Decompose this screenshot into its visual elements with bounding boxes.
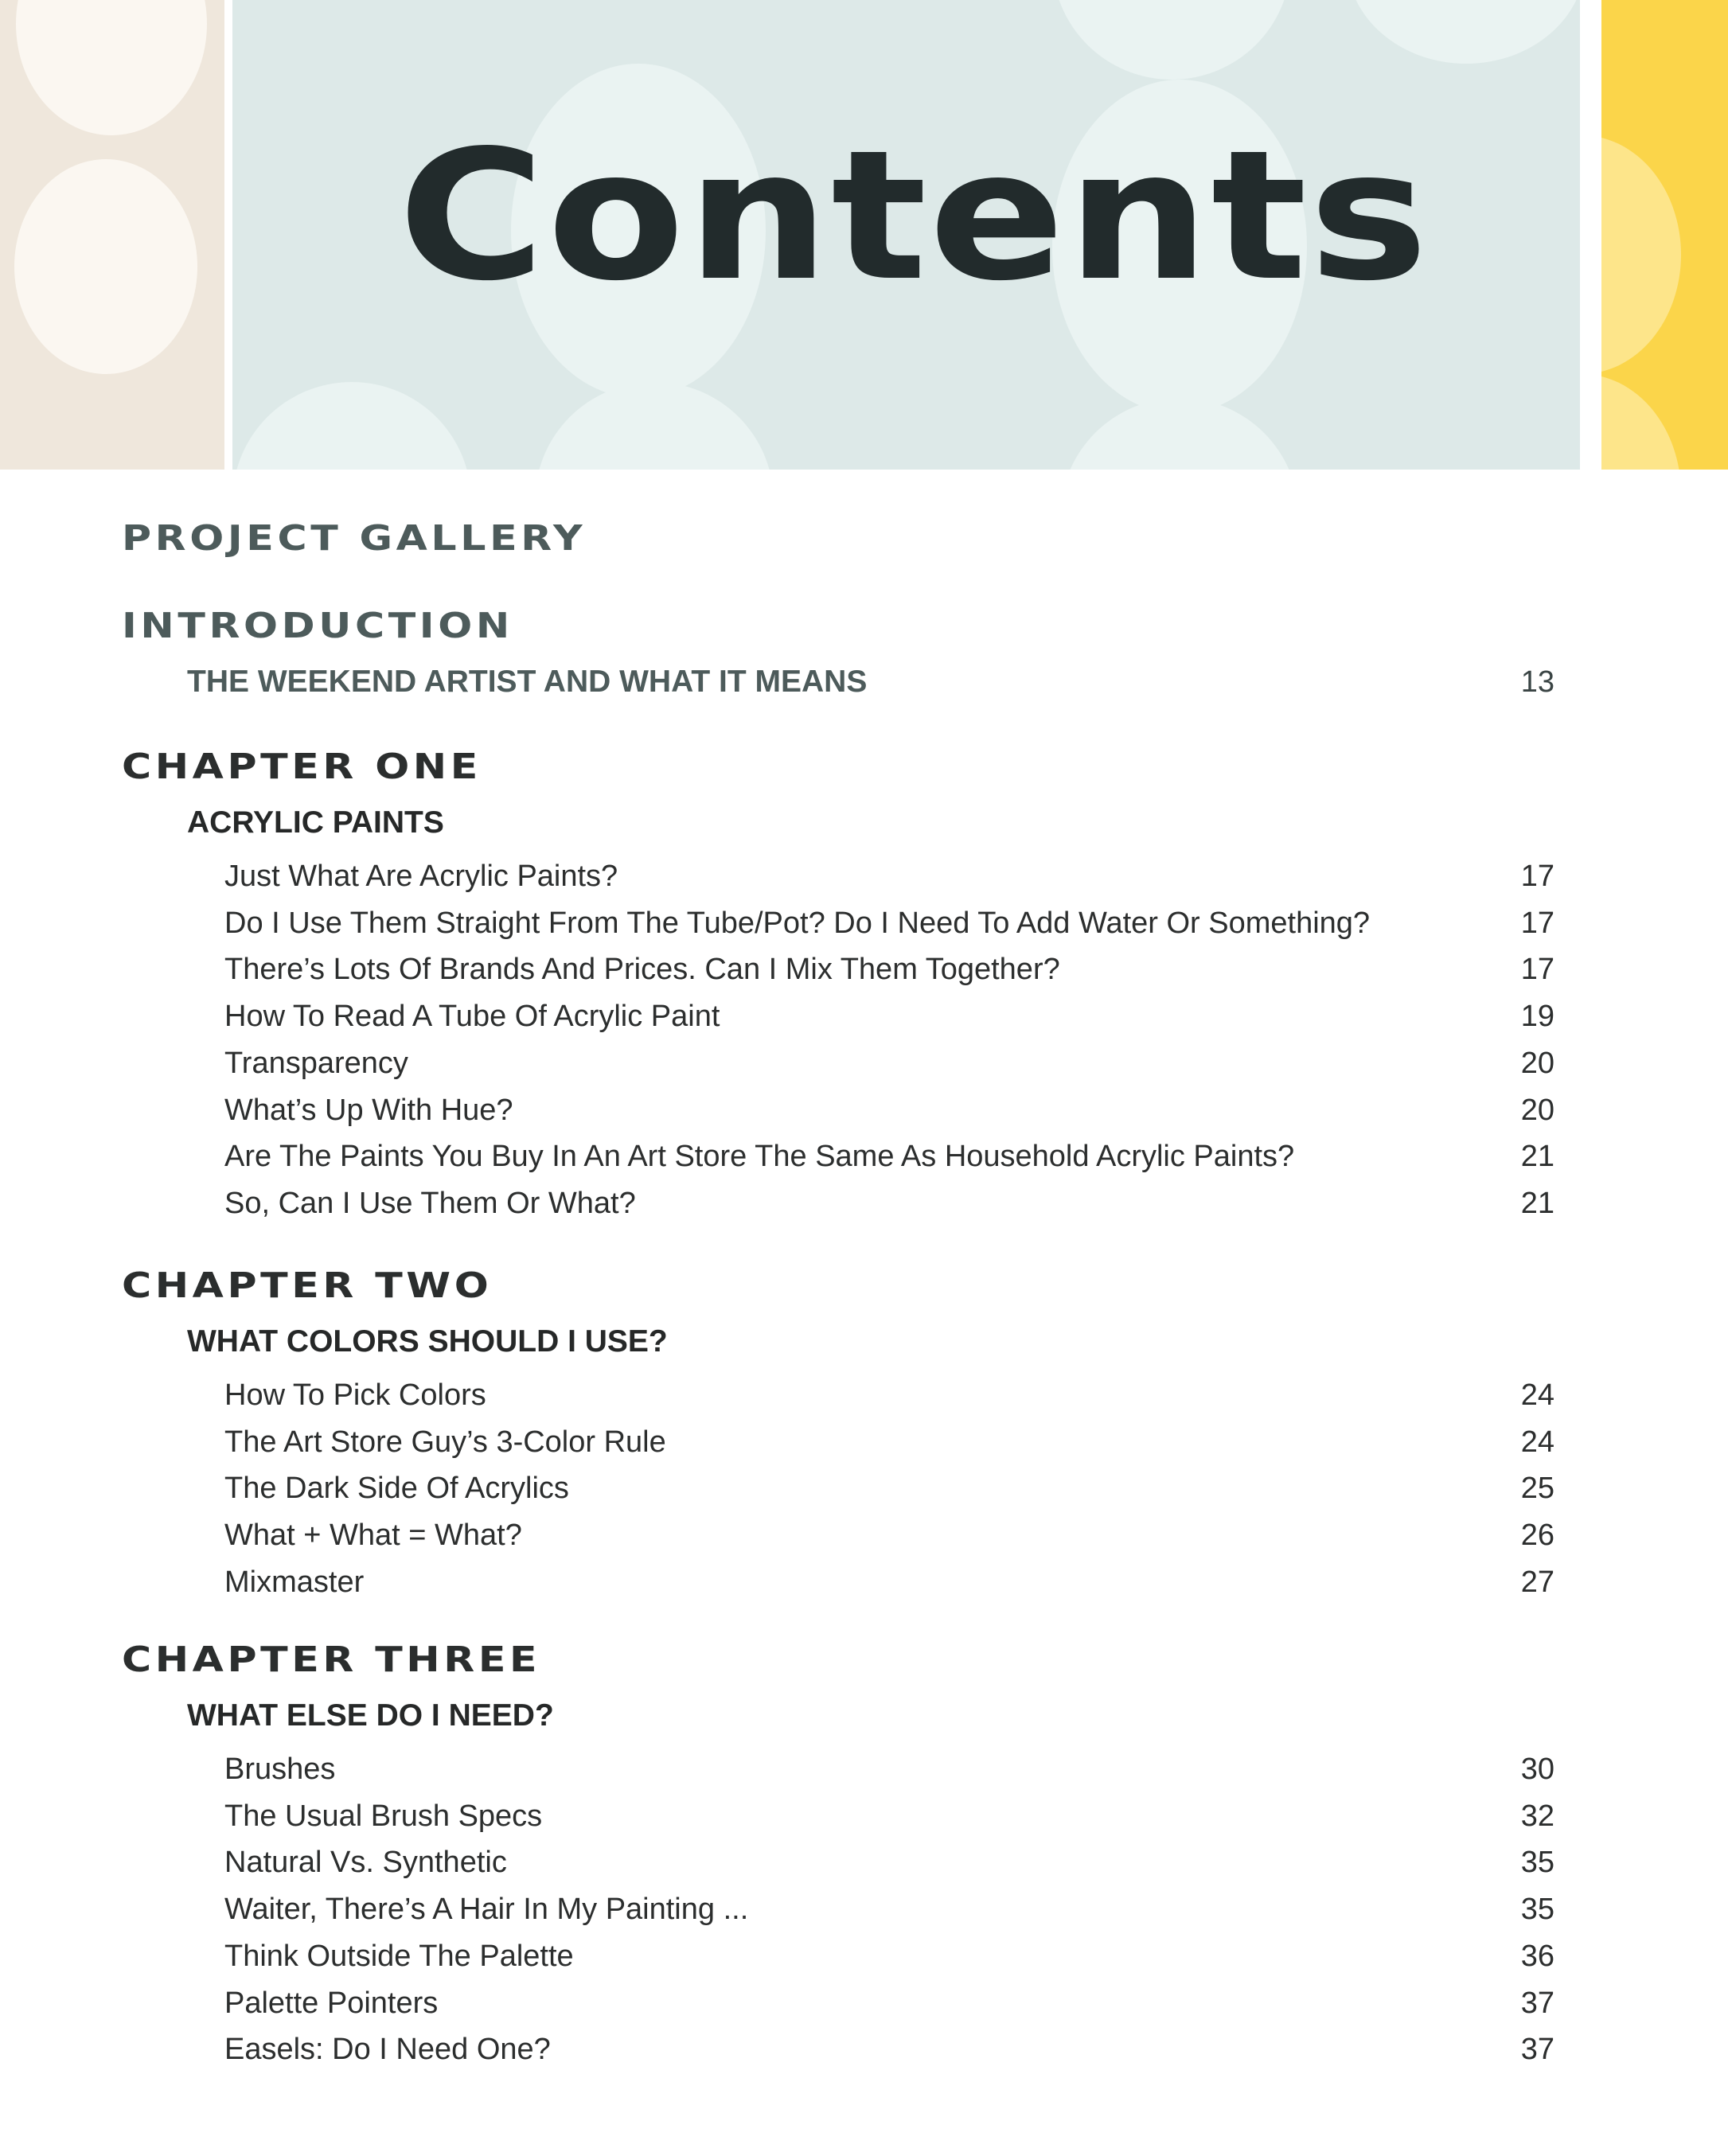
toc-entry[interactable] [224, 1559, 1554, 1606]
section-heading[interactable]: INTRODUCTION [122, 606, 513, 646]
entry-title: How To Pick Colors [224, 1378, 486, 1412]
toc-entry[interactable] [224, 853, 1554, 900]
section-heading[interactable]: CHAPTER TWO [122, 1265, 493, 1306]
section-heading[interactable]: PROJECT GALLERY [122, 518, 587, 559]
toc-entry[interactable] [224, 1465, 1554, 1512]
page-number: 26 [1520, 1519, 1554, 1553]
page-number: 30 [1520, 1752, 1554, 1786]
page-title: Contents [398, 112, 1430, 321]
toc-entry[interactable] [224, 1133, 1554, 1180]
page-number: 20 [1520, 1046, 1554, 1080]
toc-entry[interactable] [224, 1180, 1554, 1227]
entry-title: There’s Lots Of Brands And Prices. Can I Mix Them Together? [224, 953, 1060, 987]
entry-title: So, Can I Use Them Or What? [224, 1186, 636, 1220]
page-number: 19 [1520, 1000, 1554, 1034]
toc-entry[interactable] [224, 1980, 1554, 2027]
page-number: 27 [1520, 1565, 1554, 1599]
entry-title: Brushes [224, 1752, 336, 1786]
page-number: 17 [1520, 860, 1554, 893]
entry-title: Are The Paints You Buy In An Art Store The Same As Household Acrylic Paints? [224, 1140, 1295, 1174]
page-number: 37 [1520, 1986, 1554, 2020]
toc-entry[interactable] [224, 1793, 1554, 1840]
toc-entry[interactable] [224, 1746, 1554, 1793]
entry-title: How To Read A Tube Of Acrylic Paint [224, 1000, 720, 1034]
toc-entry[interactable] [224, 1886, 1554, 1933]
page-number: 21 [1520, 1186, 1554, 1220]
toc-entry[interactable] [224, 2026, 1554, 2073]
toc-entry[interactable] [224, 946, 1554, 993]
entry-title: Transparency [224, 1046, 408, 1080]
subsection-heading[interactable]: THE WEEKEND ARTIST AND WHAT IT MEANS [187, 665, 868, 699]
entry-title: Palette Pointers [224, 1986, 439, 2020]
page-number: 36 [1520, 1939, 1554, 1973]
subsection-heading[interactable]: WHAT COLORS SHOULD I USE? [187, 1324, 668, 1359]
page-number: 17 [1520, 906, 1554, 940]
page-number: 17 [1520, 953, 1554, 987]
toc-entry[interactable] [224, 1933, 1554, 1980]
section-heading[interactable]: CHAPTER ONE [122, 747, 482, 787]
toc-entry[interactable] [224, 1419, 1554, 1466]
entry-title: The Art Store Guy’s 3-Color Rule [224, 1425, 666, 1459]
entry-title: Waiter, There’s A Hair In My Painting ... [224, 1893, 749, 1927]
entry-title: Natural Vs. Synthetic [224, 1846, 507, 1880]
page-number: 37 [1520, 2033, 1554, 2067]
beige-dot-panel [0, 0, 224, 470]
toc-entry[interactable] [224, 1087, 1554, 1134]
entry-title: Just What Are Acrylic Paints? [224, 860, 618, 893]
toc-entry[interactable] [224, 1372, 1554, 1419]
entry-title: Think Outside The Palette [224, 1939, 574, 1973]
page-number: 24 [1520, 1425, 1554, 1459]
subsection-heading[interactable]: ACRYLIC PAINTS [187, 805, 444, 840]
entry-title: The Dark Side Of Acrylics [224, 1472, 569, 1506]
entry-title: The Usual Brush Specs [224, 1799, 543, 1833]
toc-entry[interactable] [224, 1512, 1554, 1559]
page-number: 24 [1520, 1378, 1554, 1412]
page-number: 21 [1520, 1140, 1554, 1174]
header-banner [0, 0, 1728, 470]
entry-title: Do I Use Them Straight From The Tube/Pot? Do I Need To Add Water Or Something? [224, 906, 1371, 940]
toc-entry[interactable] [224, 993, 1554, 1040]
page-number: 25 [1520, 1472, 1554, 1506]
page-number: 35 [1520, 1893, 1554, 1927]
page-number: 20 [1520, 1093, 1554, 1127]
page-number: 13 [1520, 665, 1554, 699]
page-number: 32 [1520, 1799, 1554, 1833]
entry-title: What + What = What? [224, 1519, 522, 1553]
entry-title: Easels: Do I Need One? [224, 2033, 551, 2067]
toc-entry[interactable] [224, 1040, 1554, 1087]
entry-title: Mixmaster [224, 1565, 365, 1599]
subsection-heading[interactable]: WHAT ELSE DO I NEED? [187, 1698, 554, 1733]
toc-entry[interactable] [224, 900, 1554, 947]
section-heading[interactable]: CHAPTER THREE [122, 1639, 541, 1680]
toc-entry[interactable] [224, 1839, 1554, 1886]
yellow-dot-panel [1601, 0, 1728, 470]
page-number: 35 [1520, 1846, 1554, 1880]
entry-title: What’s Up With Hue? [224, 1093, 513, 1127]
